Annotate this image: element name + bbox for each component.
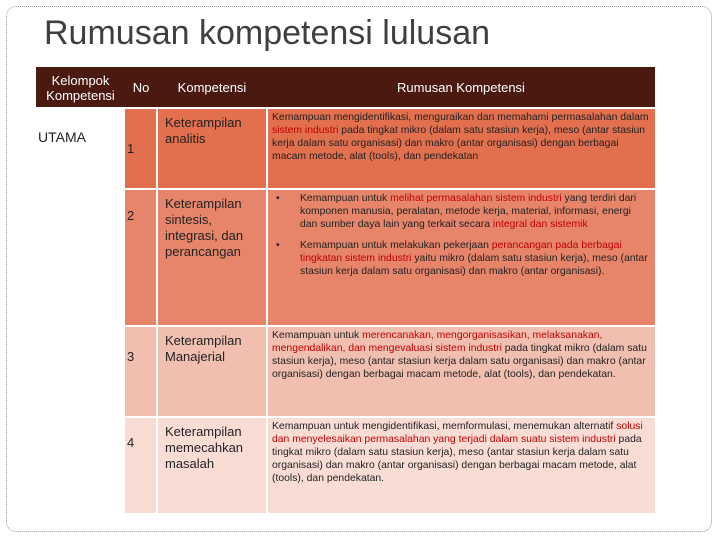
description-text: pada tingkat mikro (dalam satu stasiun kerja), meso (antar stasiun kerja dalam satu organisasi) dan makro (antar organisasi) dengan berbagai macam metode, alat (tools), dan pendekatan [272,125,646,162]
header-kompetensi: Kompetensi [157,67,267,108]
bullet-list [272,192,651,278]
description-text: pada tingkat mikro (dalam satu stasiun kerja), meso (antar stasiun kerja dalam satu organisasi) dan makro (antar organisasi) dengan berbagai macam metode, alat (tools), dan pendekatan. [272,434,642,484]
bullet-item: • Kemampuan untuk melakukan pekerjaan perancangan pada berbagai tingkatan sistem industri yaitu mikro (dalam satu stasiun kerja), meso (antar stasiun kerja dalam satu organisasi) dan makro (antar organisasi). [276,240,648,277]
header-rumusan: Rumusan Kompetensi [267,67,655,108]
competency-description [267,326,655,417]
table-header-row [36,67,655,108]
competency-description [267,417,655,513]
table-row [36,108,655,189]
bullet-item: • Kemampuan untuk melihat permasalahan sistem industri yang terdiri dari komponen manusia, peralatan, metode kerja, material, informasi, energi dan sumber daya lain yang terkait secara integral dan sistemik [276,193,637,230]
table-row [36,326,655,417]
highlight-text: melihat permasalahan sistem industri [390,193,562,204]
description-text: Kemampuan untuk [300,193,391,204]
competency-name: Keterampilan sintesis, integrasi, dan perancangan [157,189,267,326]
description-text: yang terdiri dari komponen manusia, peralatan, metode kerja, material, informasi, energi dan sumber daya lain yang terkait secara [300,193,637,230]
header-kelompok: Kelompok Kompetensi [36,67,125,108]
group-label: UTAMA [36,108,125,513]
competency-name: Keterampilan Manajerial [157,326,267,417]
row-number: 4 [125,417,157,513]
competency-description [267,108,655,189]
row-number: 1 [125,108,157,189]
competency-name: Keterampilan analitis [157,108,267,189]
row-number: 3 [125,326,157,417]
highlight-text: sistem industri [272,125,339,136]
highlight-text: integral dan sistemik [492,219,588,230]
description-text: Kemampuan mengidentifikasi, menguraikan dan memahami permasalahan dalam [272,112,649,123]
row-number: 2 [125,189,157,326]
description-text: pada tingkat mikro (dalam satu stasiun kerja), meso (antar stasiun kerja dalam satu organisasi) dan makro (antar organisasi) dengan berbagai macam metode, alat (tools), dan pendekatan. [272,343,647,380]
header-no: No [125,67,157,108]
table-row [36,417,655,513]
description-text: yaitu mikro (dalam satu stasiun kerja), meso (antar stasiun kerja dalam satu organisasi) dan makro (antar organisasi). [300,253,648,277]
description-text: Kemampuan untuk mengidentifikasi, memformulasi, menemukan alternatif [272,421,617,432]
highlight-text: merencanakan, mengorganisasikan, melaksanakan, mengendalikan, dan mengevaluasi sistem industri [272,330,603,354]
description-text: Kemampuan untuk [272,330,363,341]
highlight-text: solusi dan menyelesaikan permasalahan yang terjadi dalam suatu sistem industri [272,421,643,445]
highlight-text: perancangan pada berbagai tingkatan sistem industri [300,240,622,264]
competency-table [36,67,655,513]
table-row [36,189,655,326]
slide-title: Rumusan kompetensi lulusan [44,14,491,52]
competency-name: Keterampilan memecahkan masalah [157,417,267,513]
competency-description [267,189,655,326]
description-text: Kemampuan untuk melakukan pekerjaan [300,240,492,251]
